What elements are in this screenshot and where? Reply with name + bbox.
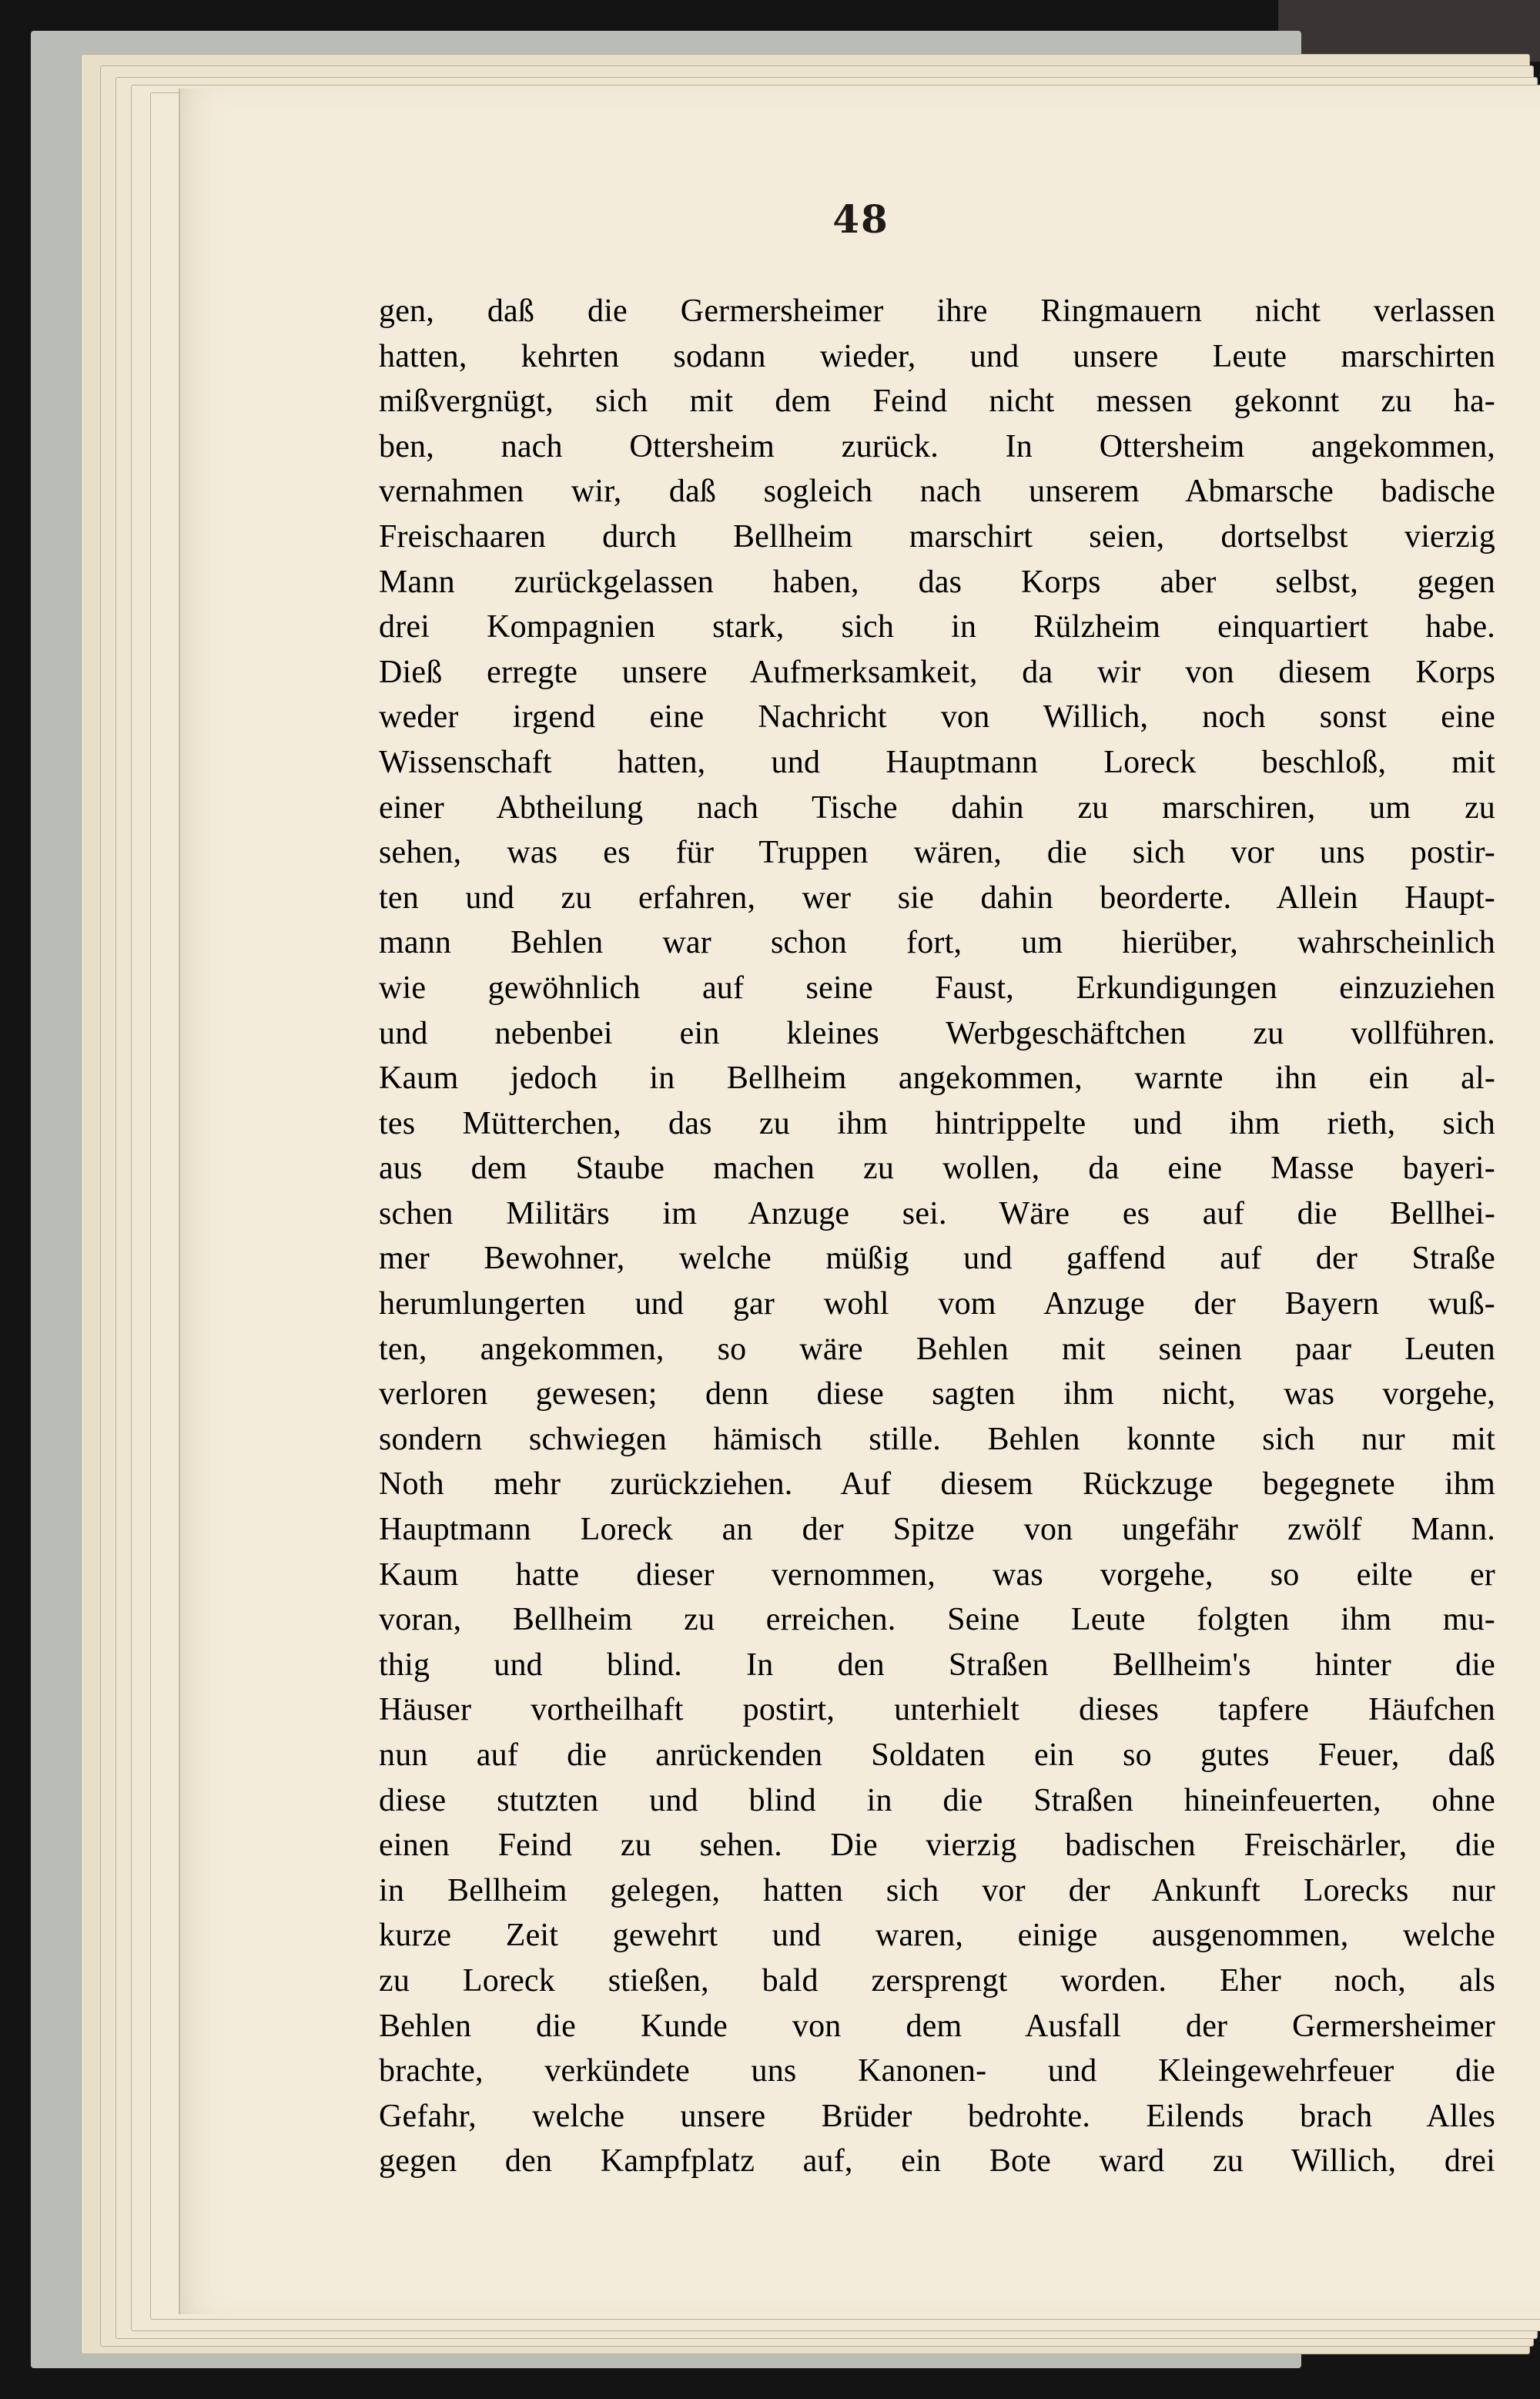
text-line: gegen den Kampfplatz auf, ein Bote ward zu Willich, drei xyxy=(379,2143,1495,2180)
text-line: mann Behlen war schon fort, um hierüber, wahrscheinlich xyxy=(379,925,1495,961)
text-line: Noth mehr zurückziehen. Auf diesem Rückzuge begegnete ihm xyxy=(379,1466,1495,1503)
text-line: vernahmen wir, daß sogleich nach unserem Abmarsche badische xyxy=(379,474,1495,510)
text-line: sehen, was es für Truppen wären, die sich vor uns postir- xyxy=(379,835,1495,871)
text-line: einen Feind zu sehen. Die vierzig badischen Freischärler, die xyxy=(379,1828,1495,1864)
text-line: Behlen die Kunde von dem Ausfall der Germersheimer xyxy=(379,2008,1495,2044)
body-text xyxy=(379,289,1495,2184)
text-line: Gefahr, welche unsere Brüder bedrohte. Eilends brach Alles xyxy=(379,2098,1495,2134)
page-number: 48 xyxy=(832,196,889,242)
text-line: drei Kompagnien stark, sich in Rülzheim einquartiert habe. xyxy=(379,609,1495,645)
text-line: herumlungerten und gar wohl vom Anzuge der Bayern wuß- xyxy=(379,1286,1495,1322)
text-line: brachte, verkündete uns Kanonen- und Kleingewehrfeuer die xyxy=(379,2053,1495,2089)
text-line: sondern schwiegen hämisch stille. Behlen konnte sich nur mit xyxy=(379,1421,1495,1457)
text-line: schen Militärs im Anzuge sei. Wäre es auf die Bellhei- xyxy=(379,1195,1495,1231)
text-line: Hauptmann Loreck an der Spitze von ungefähr zwölf Mann. xyxy=(379,1512,1495,1548)
cloth-background xyxy=(1278,0,1540,62)
text-line: verloren gewesen; denn diese sagten ihm nicht, was vorgehe, xyxy=(379,1376,1495,1412)
text-line: thig und blind. In den Straßen Bellheim's hinter die xyxy=(379,1647,1495,1683)
text-line: voran, Bellheim zu erreichen. Seine Leute folgten ihm mu- xyxy=(379,1602,1495,1638)
text-line: ten, angekommen, so wäre Behlen mit seinen paar Leuten xyxy=(379,1331,1495,1367)
text-line: Freischaaren durch Bellheim marschirt seien, dortselbst vierzig xyxy=(379,518,1495,555)
text-line: zu Loreck stießen, bald zersprengt worden. Eher noch, als xyxy=(379,1962,1495,1999)
text-line: in Bellheim gelegen, hatten sich vor der Ankunft Lorecks nur xyxy=(379,1872,1495,1908)
text-line: wie gewöhnlich auf seine Faust, Erkundigungen einzuziehen xyxy=(379,970,1495,1006)
text-line: Wissenschaft hatten, und Hauptmann Loreck beschloß, mit xyxy=(379,744,1495,780)
text-line: tes Mütterchen, das zu ihm hintrippelte und ihm rieth, sich xyxy=(379,1105,1495,1141)
text-line: Dieß erregte unsere Aufmerksamkeit, da wir von diesem Korps xyxy=(379,654,1495,690)
text-line: Kaum hatte dieser vernommen, was vorgehe, so eilte er xyxy=(379,1556,1495,1593)
text-line: Kaum jedoch in Bellheim angekommen, warnte ihn ein al- xyxy=(379,1060,1495,1097)
text-line: gen, daß die Germersheimer ihre Ringmauern nicht verlassen xyxy=(379,293,1495,329)
text-line: einer Abtheilung nach Tische dahin zu marschiren, um zu xyxy=(379,789,1495,826)
text-line: diese stutzten und blind in die Straßen hineinfeuerten, ohne xyxy=(379,1782,1495,1818)
text-line: ten und zu erfahren, wer sie dahin beorderte. Allein Haupt- xyxy=(379,880,1495,916)
text-line: Häuser vortheilhaft postirt, unterhielt dieses tapfere Häufchen xyxy=(379,1692,1495,1728)
text-line: aus dem Staube machen zu wollen, da eine Masse bayeri- xyxy=(379,1151,1495,1187)
text-line: nun auf die anrückenden Soldaten ein so gutes Feuer, daß xyxy=(379,1737,1495,1773)
text-line: ben, nach Ottersheim zurück. In Ottersheim angekommen, xyxy=(379,428,1495,464)
text-line: hatten, kehrten sodann wieder, und unsere Leute marschirten xyxy=(379,338,1495,374)
text-line: Mann zurückgelassen haben, das Korps aber selbst, gegen xyxy=(379,564,1495,600)
text-line: weder irgend eine Nachricht von Willich, noch sonst eine xyxy=(379,699,1495,735)
text-line: kurze Zeit gewehrt und waren, einige ausgenommen, welche xyxy=(379,1918,1495,1954)
text-line: und nebenbei ein kleines Werbgeschäftchen zu vollführen. xyxy=(379,1015,1495,1051)
text-line: mer Bewohner, welche müßig und gaffend auf der Straße xyxy=(379,1241,1495,1277)
text-line: mißvergnügt, sich mit dem Feind nicht messen gekonnt zu ha- xyxy=(379,384,1495,420)
